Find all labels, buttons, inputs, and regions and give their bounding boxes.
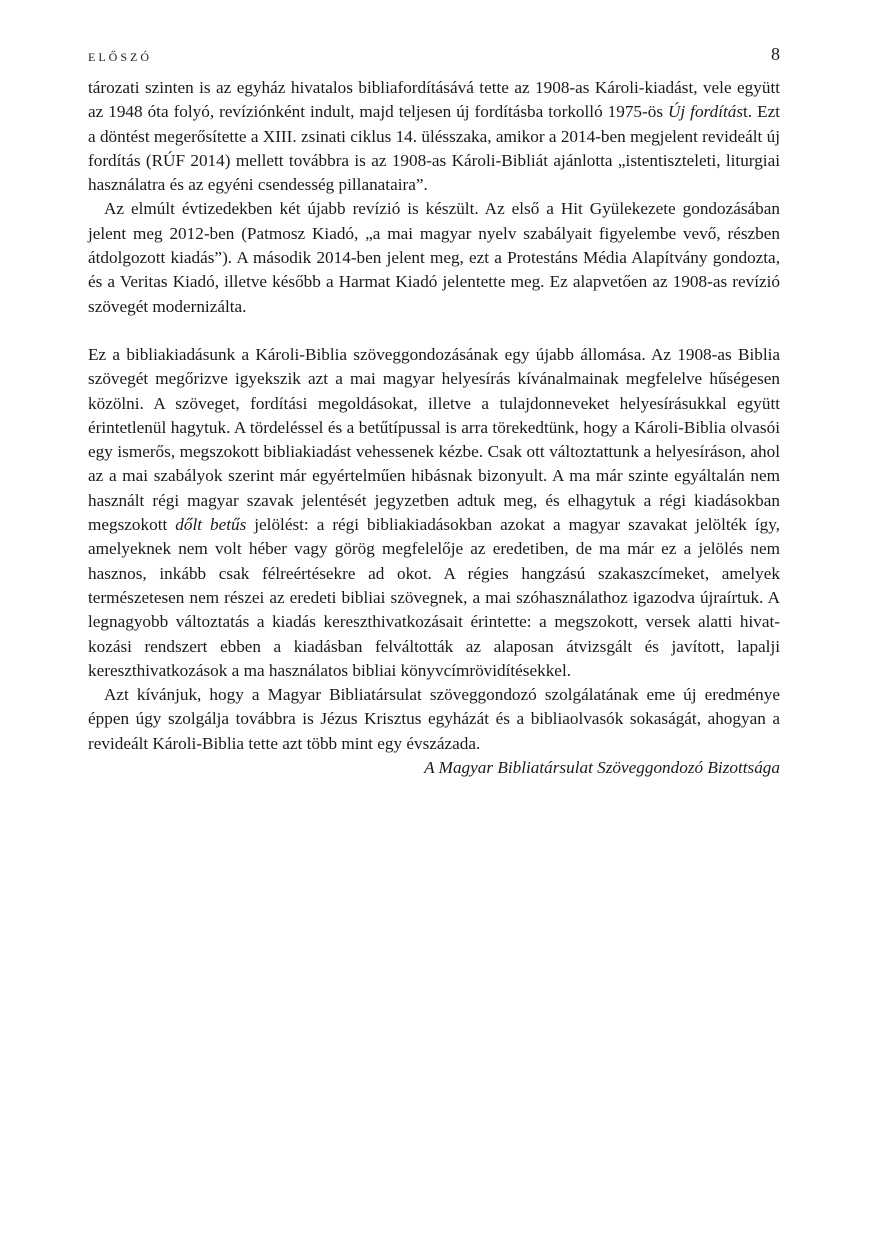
paragraph-text: jelölést: a régi bibliakiadásokban azokat a magyar szavakat jelölték így, amelyeknek nem volt héber vagy görög megfelelője az eredetiben, de ma már ez a jelölés nem hasznos, inkább csak félreértésekre ad okot. A régies hangzású szakaszcímeket, amelyek természetesen nem részei az eredeti bibliai szövegnek, a mai szóhasználathoz igazodva újraírtuk. A legnagyobb változtatás a kiadás kereszthivatkozásait érintette: a megszokott, versek alatti hivatkozási rendszert ebben a kiadásban felváltották az alaposan átvizsgált és javított, lapalji kereszthivatkozások a ma használatos bibliai könyvcímrövidítésekkel. — [88, 515, 780, 680]
paragraph-text: t. Ezt a döntést megerősítette a XIII. zsinati ciklus 14. ülésszaka, amikor a 2014-ben megjelent revideált új fordítás (RÚF 2014) mellett továbbra is az 1908-as Károli-Bibliát ajánlotta „istentiszteleti, liturgiai használatra és az egyéni csendesség pillanataira”. — [88, 102, 780, 195]
paragraph — [88, 76, 780, 197]
running-header: ELŐSZÓ — [88, 50, 152, 64]
page-number: 8 — [771, 44, 780, 64]
italic-title: Új fordítás — [668, 102, 744, 122]
paragraph — [88, 343, 780, 683]
paragraph-text: tározati szinten is az egyház hivatalos bibliafordításává tette az 1908-as Károli-kiadást, vele együtt az 1948 óta folyó, revíziónként indult, majd teljesen új fordításba torkolló 1975-ös — [88, 78, 780, 122]
signature: A Magyar Bibliatársulat Szöveggondozó Bizottsága — [424, 758, 780, 778]
paragraph-text: Azt kívánjuk, hogy a Magyar Bibliatársulat szöveggondozó szolgálatának eme új eredménye éppen úgy szolgálja továbbra is Jézus Krisztus egyházát és a bibliaolvasók sokaságát, ahogyan a revideált Károli-Biblia tette azt több mint egy évszázada. — [88, 685, 780, 753]
body-text — [88, 76, 780, 780]
italic-term: dőlt betűs — [175, 515, 247, 535]
paragraph — [88, 683, 780, 756]
paragraph-text: Ez a bibliakiadásunk a Károli-Biblia szöveggondozásának egy újabb állomása. Az 1908-as Biblia szövegét megőrizve igyekszik azt a mai magyar helyesírás kívánalmainak megfelelve hűségesen közölni. A szöveget, fordítási megoldásokat, illetve a tulajdonneveket helyesírásukkal együtt érintetlenül hagytuk. A tördeléssel és a betűtípussal is arra törekedtünk, hogy a Károli-Biblia olvasói egy ismerős, megszokott bibliakiadást vehessenek kézbe. Csak ott változtattunk a helyesíráson, ahol az a mai szabályok szerint már egyértelműen hibásnak bizonyult. A ma már szinte egyáltalán nem használt régi magyar szavak jelentését jegyzetben adtuk meg, és elhagytuk a régi kiadásokban megszokott — [88, 344, 780, 535]
paragraph-text: Az elmúlt évtizedekben két újabb revízió is készült. Az első a Hit Gyülekezete gondozásában jelent meg 2012-ben (Patmosz Kiadó, „a mai magyar nyelv szabályait figyelembe vevő, részben átdolgozott kiadás”). A második 2014-ben jelent meg, ezt a Protestáns Média Alapítvány gondozta, és a Veritas Kiadó, illetve később a Harmat Kiadó jelentette meg. Ez alapvetően az 1908-as revízió szövegét modernizálta. — [88, 199, 780, 316]
paragraph — [88, 197, 780, 318]
